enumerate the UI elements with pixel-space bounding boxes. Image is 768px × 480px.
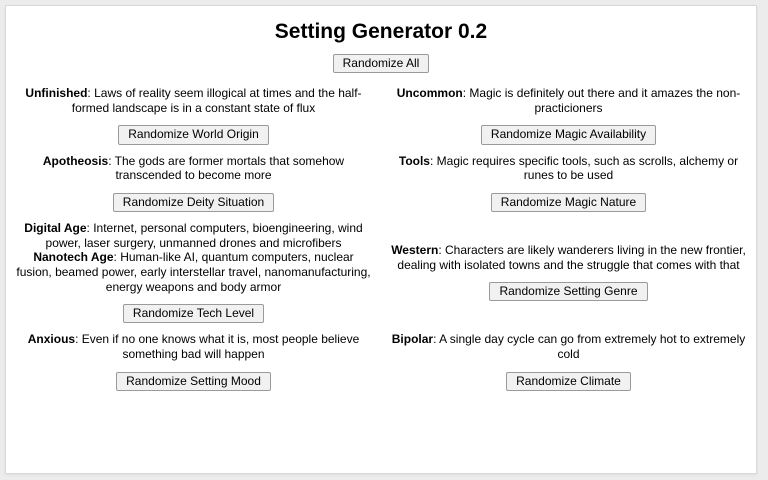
label-separator: : (75, 332, 82, 347)
label-separator: : (108, 153, 115, 168)
label-separator: : (86, 221, 94, 236)
tech-level-digital-label: Digital Age (24, 221, 87, 236)
setting-genre-label: Western (391, 243, 439, 257)
section-magic-availability (381, 86, 756, 144)
setting-mood-label: Anxious (27, 332, 76, 347)
section-deity-situation (6, 154, 381, 212)
randomize-deity-situation-button[interactable]: Randomize Deity Situation (113, 193, 274, 212)
setting-mood-text (14, 332, 373, 361)
label-separator: : (87, 86, 95, 101)
generator-row-2 (6, 154, 756, 212)
tech-level-nanotech-description: Human-like AI, quantum computers, nuclear fusion, beamed power, early interstellar travel, nanomanufacturing, energy weapons and body armor (16, 250, 371, 294)
tech-level-digital-text (14, 221, 373, 250)
tech-level-digital-description: Internet, personal computers, bioengineering, wind power, laser surgery, unmanned drones and microfibers (45, 221, 363, 250)
app-window (5, 5, 757, 474)
randomize-climate-button[interactable]: Randomize Climate (506, 372, 631, 391)
magic-availability-text (389, 86, 748, 115)
world-origin-description: Laws of reality seem illogical at times and the half-formed landscape is in a constant state of flux (71, 86, 362, 115)
world-origin-text (14, 86, 373, 115)
randomize-magic-availability-button[interactable]: Randomize Magic Availability (481, 125, 656, 144)
climate-text (389, 332, 748, 361)
magic-availability-description: Magic is definitely out there and it amazes the non-practicioners (469, 86, 741, 115)
generator-row-3 (6, 221, 756, 323)
deity-situation-label: Apotheosis (42, 153, 109, 168)
climate-label: Bipolar (391, 332, 434, 347)
section-world-origin (6, 86, 381, 144)
tech-level-nanotech-label: Nanotech Age (33, 250, 114, 265)
randomize-all-row (6, 54, 756, 73)
section-setting-mood (6, 332, 381, 390)
section-tech-level (6, 221, 381, 323)
section-magic-nature (381, 154, 756, 212)
randomize-all-button[interactable]: Randomize All (333, 54, 430, 73)
magic-nature-description: Magic requires specific tools, such as scrolls, alchemy or runes to be used (436, 153, 739, 183)
label-separator: : (438, 243, 445, 257)
setting-mood-description: Even if no one knows what it is, most people believe something bad will happen (81, 332, 360, 361)
deity-situation-text (14, 154, 373, 183)
page-title: Setting Generator 0.2 (274, 20, 488, 43)
world-origin-label: Unfinished (25, 86, 88, 101)
randomize-setting-mood-button[interactable]: Randomize Setting Mood (116, 372, 271, 391)
randomize-magic-nature-button[interactable]: Randomize Magic Nature (491, 193, 646, 212)
magic-nature-text (389, 154, 748, 183)
randomize-setting-genre-button[interactable]: Randomize Setting Genre (489, 282, 647, 301)
label-separator: : (433, 332, 440, 347)
randomize-world-origin-button[interactable]: Randomize World Origin (118, 125, 269, 144)
randomize-tech-level-button[interactable]: Randomize Tech Level (123, 304, 264, 323)
deity-situation-description: The gods are former mortals that somehow transcended to become more (114, 153, 345, 183)
label-separator: : (462, 86, 470, 101)
generator-row-4 (6, 332, 756, 390)
label-separator: : (429, 153, 437, 168)
label-separator: : (113, 250, 121, 265)
setting-genre-description: Characters are likely wanderers living in the new frontier, dealing with isolated towns and the struggle that comes with that (397, 243, 746, 272)
climate-description: A single day cycle can go from extremely hot to extremely cold (439, 332, 746, 361)
tech-level-nanotech-text (14, 250, 373, 294)
generator-row-1 (6, 86, 756, 144)
magic-availability-label: Uncommon (396, 86, 463, 101)
section-setting-genre (381, 243, 756, 301)
magic-nature-label: Tools (398, 153, 430, 168)
section-climate (381, 332, 756, 390)
setting-genre-text (389, 243, 748, 272)
